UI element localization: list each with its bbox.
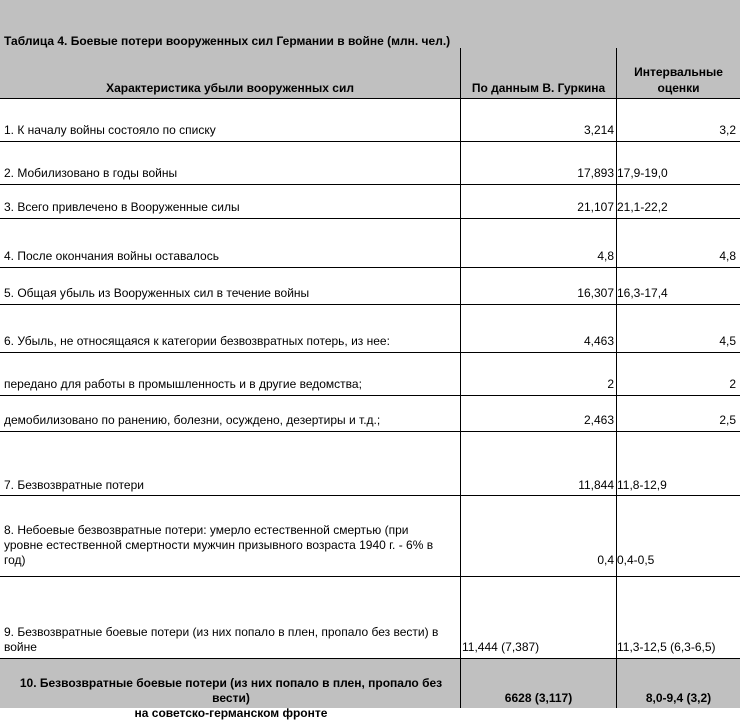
table-row [0,267,740,304]
row-label [4,523,454,568]
grid-line [0,658,740,659]
header-characteristic-text: Характеристика убыли вооруженных сил [106,81,354,95]
grid-line [616,48,617,708]
grid-line [0,304,740,305]
row-label: 7. Безвозвратные потери [4,478,144,492]
grid-line [460,48,461,708]
row-label: 5. Общая убыль из Вооруженных сил в течение войны [4,286,310,300]
table-title: Таблица 4. Боевые потери вооруженных сил Германии в войне (млн. чел.) [4,34,451,48]
total-label [4,676,458,721]
table-header [0,48,740,98]
row-interval-value: 2 [729,377,736,391]
row-gurkin-value: 4,463 [583,334,614,348]
grid-line [0,98,740,99]
table-row [0,141,740,184]
row-label-line: уровне естественной смертности мужчин призывного возраста 1940 г. - 6% в [4,538,434,552]
table-row [0,576,740,658]
row-interval-value: 0,4-0,5 [617,553,655,567]
row-gurkin-value: 11,444 (7,387) [462,640,540,654]
row-label-line: 8. Небоевые безвозвратные потери: умерло естественной смертью (при [4,523,409,537]
row-interval-value: 17,9-19,0 [617,166,668,180]
title-bar [0,0,740,48]
row-gurkin-value: 4,8 [597,249,614,263]
row-gurkin-value: 2,463 [583,413,614,427]
total-gurkin-value: 6628 (3,117) [504,691,573,705]
row-gurkin-value: 2 [607,377,614,391]
row-gurkin-value: 17,893 [577,166,614,180]
header-gurkin [461,48,616,98]
row-interval-value: 4,8 [719,249,736,263]
row-interval-value: 3,2 [719,123,736,137]
row-label-line: год) [4,553,26,567]
row-interval-value: 11,8-12,9 [617,478,667,492]
row-label: демобилизовано по ранению, болезни, осуждено, дезертиры и т.д.; [4,413,381,427]
table-row [0,304,740,352]
total-row [0,658,740,720]
header-interval-line2: оценки [657,81,700,95]
header-characteristic [0,48,460,98]
header-interval [617,48,740,98]
table-row [0,395,740,431]
row-label: 2. Мобилизовано в годы войны [4,166,178,180]
row-label: 4. После окончания войны оставалось [4,249,219,263]
row-label: 6. Убыль, не относящаяся к категории безвозвратных потерь, из нее: [4,334,390,348]
row-label: передано для работы в промышленность и в другие ведомства; [4,377,362,391]
row-label: 1. К началу войны состояло по списку [4,123,216,137]
grid-line [0,495,740,496]
row-label: 3. Всего привлечено в Вооруженные силы [4,200,240,214]
table-row [0,431,740,495]
table-row [0,98,740,141]
row-gurkin-value: 21,107 [577,200,614,214]
header-gurkin-text: По данным В. Гуркина [471,81,606,95]
grid-line [0,395,740,396]
row-gurkin-value: 11,844 [578,478,614,492]
grid-line [0,576,740,577]
grid-line [0,184,740,185]
table-row [0,184,740,218]
header-interval-line1: Интервальные [634,65,723,79]
table-row [0,218,740,267]
row-interval-value: 21,1-22,2 [617,200,668,214]
grid-line [0,431,740,432]
table-row [0,495,740,576]
grid-line [0,352,740,353]
total-label-line1: 10. Безвозвратные боевые потери (из них попало в плен, пропало без вести) [19,676,443,705]
table-row [0,352,740,395]
row-label [4,625,454,655]
row-interval-value: 11,3-12,5 (6,3-6,5) [617,640,716,654]
row-gurkin-value: 16,307 [577,286,614,300]
grid-line [0,267,740,268]
row-label-line: 9. Безвозвратные боевые потери (из них попало в плен, пропало без вести) в [4,625,439,639]
row-interval-value: 16,3-17,4 [617,286,668,300]
row-gurkin-value: 3,214 [583,123,614,137]
row-label-line: войне [4,640,37,654]
row-interval-value: 4,5 [719,334,736,348]
total-label-line2: на советско-германском фронте [134,706,328,720]
row-gurkin-value: 0,4 [597,553,614,567]
grid-line [0,218,740,219]
row-interval-value: 2,5 [719,413,736,427]
grid-line [0,141,740,142]
total-interval-value: 8,0-9,4 (3,2) [645,691,712,705]
